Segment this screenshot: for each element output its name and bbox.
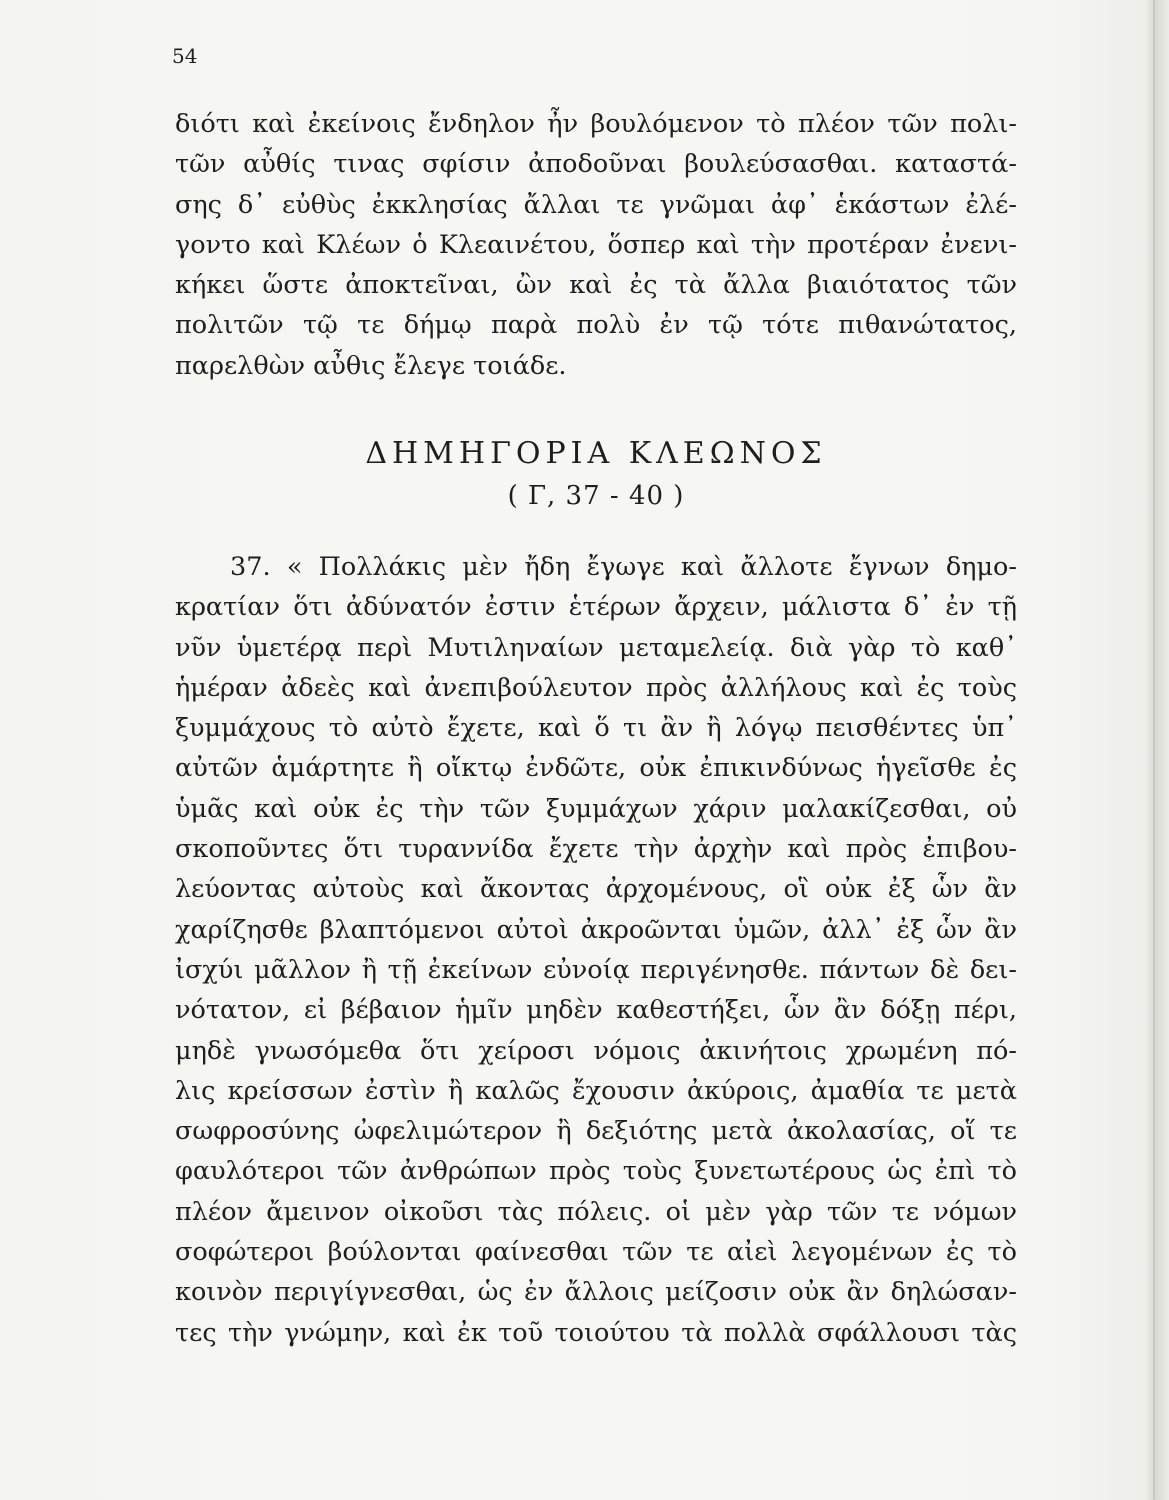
text-line: ἰσχύι μᾶλλον ἢ τῇ ἐκείνων εὐνοίᾳ περιγένησθε. πάντων δὲ δει- <box>175 954 1017 985</box>
text-line: ὑμᾶς καὶ οὐκ ἐς τὴν τῶν ξυμμάχων χάριν μαλακίζεσθαι, οὐ <box>175 793 1017 824</box>
text-line: παρελθὼν αὖθις ἔλεγε τοιάδε. <box>175 350 567 381</box>
text-line: κήκει ὥστε ἀποκτεῖναι, ὢν καὶ ἐς τὰ ἄλλα βιαιότατος τῶν <box>175 270 1017 301</box>
text-line: φαυλότεροι τῶν ἀνθρώπων πρὸς τοὺς ξυνετωτέρους ὡς ἐπὶ τὸ <box>175 1156 1017 1187</box>
text-line: νῦν ὑμετέρᾳ περὶ Μυτιληναίων μεταμελείᾳ. διὰ γὰρ τὸ καθ᾽ <box>175 632 1017 663</box>
text-line: 37. « Πολλάκις μὲν ἤδη ἔγωγε καὶ ἄλλοτε ἔγνων δημο- <box>230 552 1017 582</box>
intro-paragraph <box>175 104 1017 386</box>
text-line: λις κρείσσων ἐστὶν ἢ καλῶς ἔχουσιν ἀκύροις, ἀμαθία τε μετὰ <box>175 1075 1017 1106</box>
section-heading: ΔΗΜΗΓΟΡΙΑ ΚΛΕΩΝΟΣ <box>365 436 827 471</box>
page-number: 54 <box>172 44 198 68</box>
text-line: πολιτῶν τῷ τε δήμῳ παρὰ πολὺ ἐν τῷ τότε πιθανώτατος, <box>175 310 1017 341</box>
section-reference: ( Γ, 37 - 40 ) <box>507 481 685 511</box>
text-line: μηδὲ γνωσόμεθα ὅτι χείροσι νόμοις ἀκινήτοις χρωμένη πό- <box>175 1035 1017 1066</box>
text-line: σης δ᾽ εὐθὺς ἐκκλησίας ἄλλαι τε γνῶμαι ἀφ᾽ ἑκάστων ἐλέ- <box>175 189 1017 220</box>
page-gutter-shadow <box>1147 0 1169 1500</box>
page-edge-line <box>1153 0 1155 1500</box>
text-line: πλέον ἄμεινον οἰκοῦσι τὰς πόλεις. οἱ μὲν γὰρ τῶν τε νόμων <box>175 1196 1017 1227</box>
text-line: σωφροσύνης ὠφελιμώτερον ἢ δεξιότης μετὰ ἀκολασίας, οἵ τε <box>175 1116 1017 1147</box>
text-line: χαρίζησθε βλαπτόμενοι αὐτοὶ ἀκροῶνται ὑμῶν, ἀλλ᾽ ἐξ ὧν ἂν <box>175 914 1017 945</box>
text-line: ξυμμάχους τὸ αὐτὸ ἔχετε, καὶ ὅ τι ἂν ἢ λόγῳ πεισθέντες ὑπ᾽ <box>175 713 1017 744</box>
text-line: σκοποῦντες ὅτι τυραννίδα ἔχετε τὴν ἀρχὴν καὶ πρὸς ἐπιβου- <box>175 834 1017 865</box>
text-line: κοινὸν περιγίγνεσθαι, ὡς ἐν ἄλλοις μείζοσιν οὐκ ἂν δηλώσαν- <box>175 1277 1017 1308</box>
text-line: σοφώτεροι βούλονται φαίνεσθαι τῶν τε αἰεὶ λεγομένων ἐς τὸ <box>175 1237 1017 1268</box>
text-line: διότι καὶ ἐκείνοις ἔνδηλον ἦν βουλόμενον τὸ πλέον τῶν πολι- <box>175 109 1017 139</box>
text-line: κρατίαν ὅτι ἀδύνατόν ἐστιν ἑτέρων ἄρχειν, μάλιστα δ᾽ ἐν τῇ <box>175 592 1017 623</box>
speech-paragraph <box>175 547 1017 1353</box>
text-line: λεύοντας αὐτοὺς καὶ ἄκοντας ἀρχομένους, οἳ οὐκ ἐξ ὧν ἂν <box>175 874 1017 905</box>
text-line: ἡμέραν ἀδεὲς καὶ ἀνεπιβούλευτον πρὸς ἀλλήλους καὶ ἐς τοὺς <box>175 672 1017 703</box>
text-line: νότατον, εἰ βέβαιον ἡμῖν μηδὲν καθεστήξει, ὧν ἂν δόξῃ πέρι, <box>175 995 1017 1026</box>
text-line: αὐτῶν ἁμάρτητε ἢ οἴκτῳ ἐνδῶτε, οὐκ ἐπικινδύνως ἡγεῖσθε ἐς <box>175 753 1017 784</box>
text-line: γοντο καὶ Κλέων ὁ Κλεαινέτου, ὅσπερ καὶ τὴν προτέραν ἐνενι- <box>175 229 1017 260</box>
text-line: τες τὴν γνώμην, καὶ ἐκ τοῦ τοιούτου τὰ πολλὰ σφάλλουσι τὰς <box>175 1317 1017 1348</box>
text-line: τῶν αὖθίς τινας σφίσιν ἀποδοῦναι βουλεύσασθαι. καταστά- <box>175 149 1017 180</box>
